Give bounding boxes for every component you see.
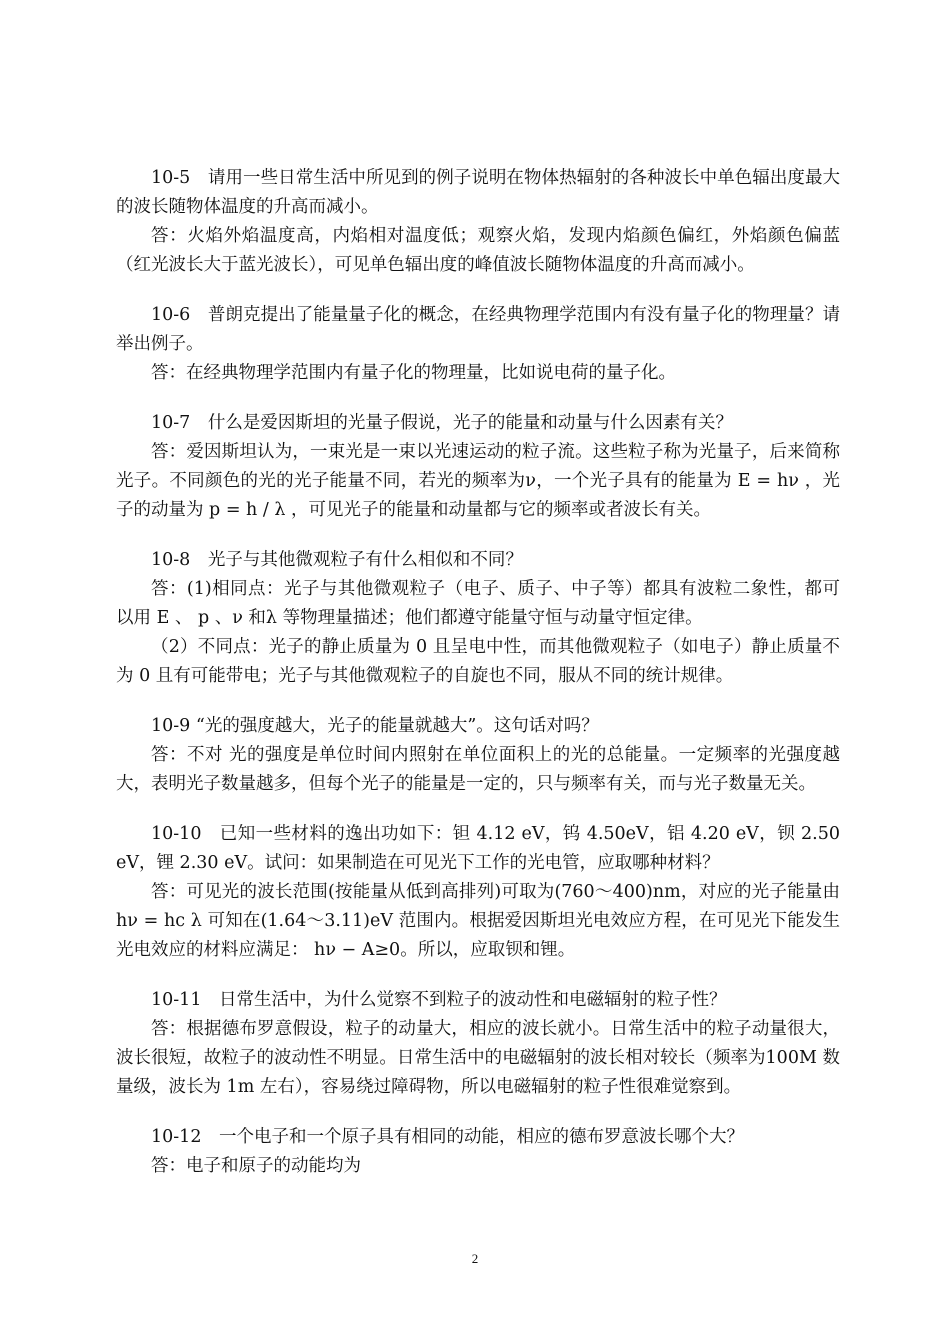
question-text: 10-11 日常生活中，为什么觉察不到粒子的波动性和电磁辐射的粒子性？ [151,990,727,1010]
answer-text: 答：(1)相同点：光子与其他微观粒子（电子、质子、中子等）都具有波粒二象性，都可以用 E 、 p 、ν 和λ 等物理量描述；他们都遵守能量守恒与动量守恒定律。 [116,579,840,628]
question-text: 10-7 什么是爱因斯坦的光量子假说，光子的能量和动量与什么因素有关？ [151,413,733,433]
question-text: 10-5 请用一些日常生活中所见到的例子说明在物体热辐射的各种波长中单色辐出度最大的波长随物体温度的升高而减小。 [116,168,840,217]
question-10-10 [116,820,840,965]
answer-text: 答：在经典物理学范围内有量子化的物理量，比如说电荷的量子化。 [151,363,676,383]
answer-text: 答：可见光的波长范围(按能量从低到高排列)可取为(760～400)nm，对应的光子能量由 hν = hc λ 可知在(1.64～3.11)eV 范围内。根据爱因斯坦光电效应方程，在可见光下能发生光电效应的材料应满足： hν − A≥0。所以，应取钡和锂。 [116,882,840,960]
document-body [116,164,840,1202]
answer-text: 答：火焰外焰温度高，内焰相对温度低；观察火焰，发现内焰颜色偏红，外焰颜色偏蓝（红光波长大于蓝光波长），可见单色辐出度的峰值波长随物体温度的升高而减小。 [116,226,840,275]
answer-text: 答：不对 光的强度是单位时间内照射在单位面积上的光的总能量。一定频率的光强度越大，表明光子数量越多，但每个光子的能量是一定的，只与频率有关，而与光子数量无关。 [116,745,840,794]
question-10-9 [116,712,840,799]
question-text: 10-8 光子与其他微观粒子有什么相似和不同？ [151,550,523,570]
answer-text: 答：根据德布罗意假设，粒子的动量大，相应的波长就小。日常生活中的粒子动量很大，波长很短，故粒子的波动性不明显。日常生活中的电磁辐射的波长相对较长（频率为100M 数量级，波长为 1m 左右），容易绕过障碍物，所以电磁辐射的粒子性很难觉察到。 [116,1019,840,1097]
answer-text: 答：电子和原子的动能均为 [151,1156,361,1176]
question-10-12 [116,1123,840,1181]
question-10-6 [116,301,840,388]
question-10-5 [116,164,840,280]
question-text: 10-10 已知一些材料的逸出功如下：钽 4.12 eV，钨 4.50eV，铝 4.20 eV，钡 2.50 eV，锂 2.30 eV。试问：如果制造在可见光下工作的光电管，应取哪种材料？ [116,824,840,873]
question-text: 10-6 普朗克提出了能量量子化的概念，在经典物理学范围内有没有量子化的物理量？请举出例子。 [116,305,840,354]
question-text: 10-12 一个电子和一个原子具有相同的动能，相应的德布罗意波长哪个大？ [151,1127,744,1147]
answer-text-continued: （2）不同点：光子的静止质量为 0 且呈电中性，而其他微观粒子（如电子）静止质量不为 0 且有可能带电；光子与其他微观粒子的自旋也不同，服从不同的统计规律。 [116,637,840,686]
answer-text: 答：爱因斯坦认为，一束光是一束以光速运动的粒子流。这些粒子称为光量子，后来简称光子。不同颜色的光的光子能量不同，若光的频率为ν，一个光子具有的能量为 E = hν ，光子的动量为 p = h / λ ，可见光子的能量和动量都与它的频率或者波长有关。 [116,442,840,520]
page-number: 2 [471,1251,479,1266]
question-text: 10-9 “光的强度越大，光子的能量就越大”。这句话对吗？ [151,716,599,736]
question-10-7 [116,409,840,525]
question-10-8 [116,546,840,691]
question-10-11 [116,986,840,1102]
